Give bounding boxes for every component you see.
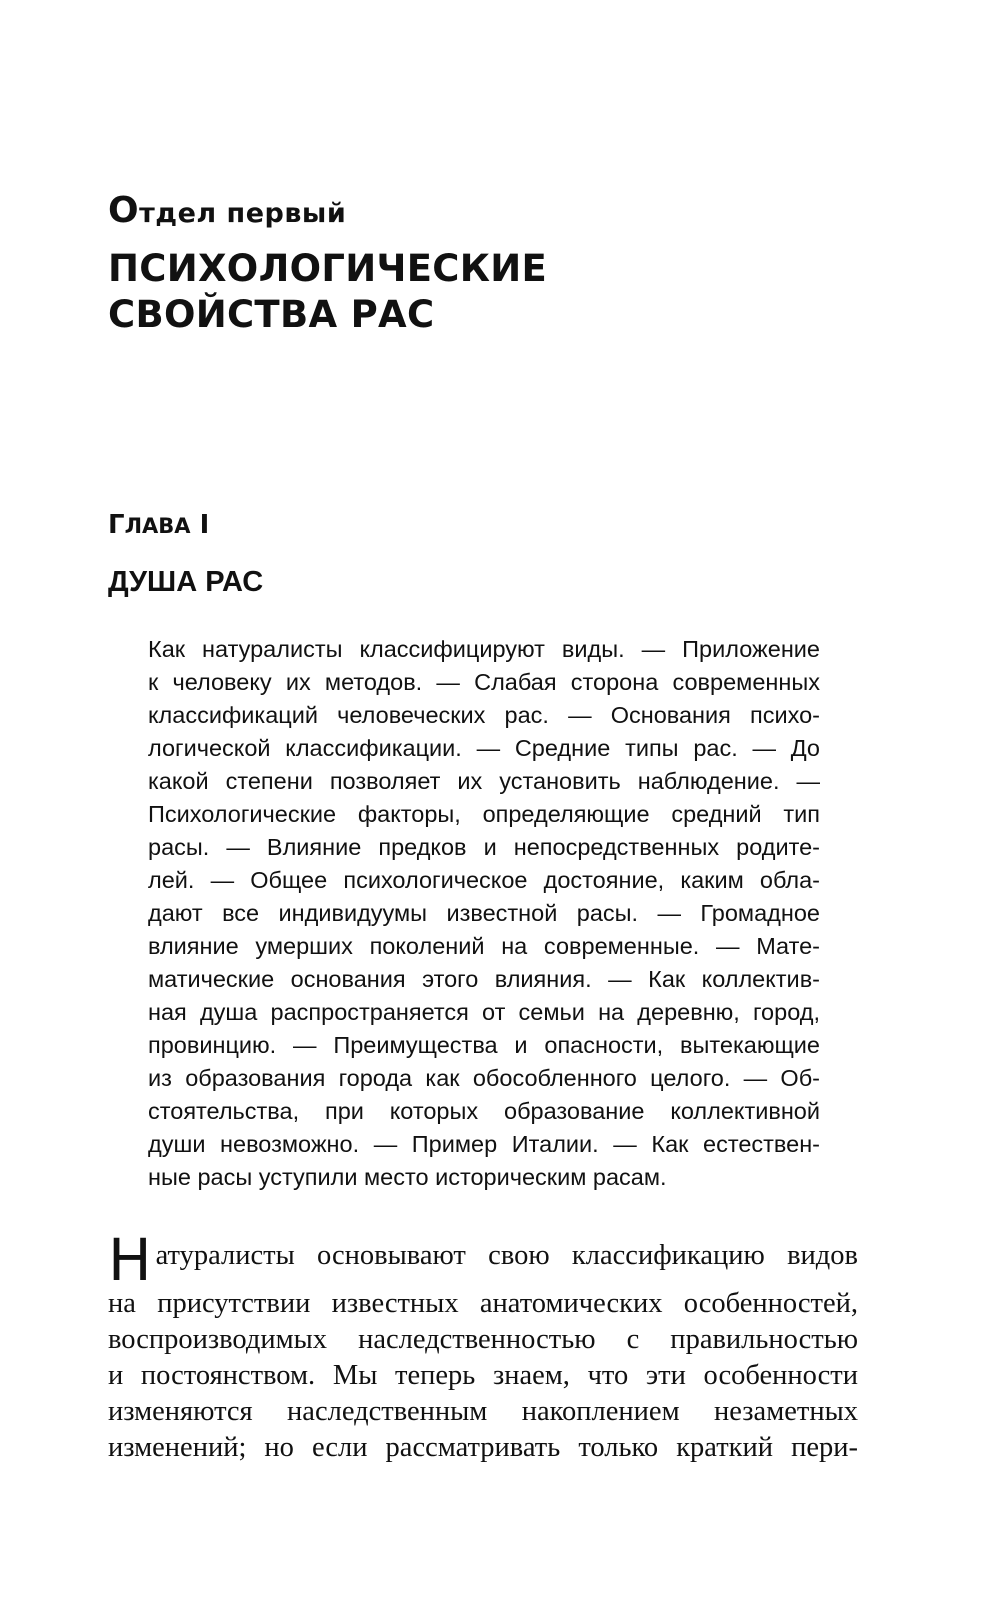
summary-line: из образования города как обособленного целого. — Об-	[148, 1065, 820, 1091]
summary-line: влияние умерших поколений на современные. — Мате-	[148, 933, 820, 959]
summary-line: Психологические факторы, определяющие средний тип	[148, 801, 820, 827]
part-title	[108, 246, 808, 338]
summary-line: ная душа распространяется от семьи на деревню, город,	[148, 999, 820, 1025]
summary-line: лей. — Общее психологическое достояние, каким обла-	[148, 867, 820, 893]
part-title-line-2: СВОЙСТВА РАС	[108, 293, 435, 336]
chapter-title: ДУША РАС	[108, 566, 264, 598]
body-line: изменяются наследственным накоплением незаметных	[108, 1396, 858, 1427]
summary-line: логической классификации. — Средние типы рас. — До	[148, 735, 820, 761]
chapter-summary	[148, 633, 820, 1194]
body-line: изменений; но если рассматривать только краткий пери-	[108, 1432, 858, 1463]
part-label-rest: тдел первый	[139, 198, 347, 229]
body-line: атуралисты основывают свою классификацию видов	[155, 1240, 858, 1271]
summary-line: дают все индивидуумы известной расы. — Громадное	[148, 900, 820, 926]
summary-line: к человеку их методов. — Слабая сторона современных	[148, 669, 820, 695]
part-label	[108, 190, 346, 231]
summary-line: души невозможно. — Пример Италии. — Как естествен-	[148, 1131, 820, 1157]
summary-line: матические основания этого влияния. — Как коллектив-	[148, 966, 820, 992]
summary-line: классификаций человеческих рас. — Основания психо-	[148, 702, 820, 728]
chapter-number: I	[199, 510, 210, 540]
body-line: на присутствии известных анатомических особенностей,	[108, 1288, 858, 1319]
part-title-line-1: ПСИХОЛОГИЧЕСКИЕ	[108, 247, 548, 290]
chapter-label-initial: Г	[108, 510, 125, 540]
summary-line: ные расы уступили место историческим расам.	[148, 1164, 667, 1190]
body-paragraph	[108, 1226, 858, 1466]
summary-line: провинцию. — Преимущества и опасности, вытекающие	[148, 1032, 820, 1058]
chapter-label-rest: ЛАВА	[124, 514, 191, 538]
summary-line: стоятельства, при которых образование коллективной	[148, 1098, 820, 1124]
drop-cap: Н	[108, 1226, 152, 1294]
summary-line: Как натуралисты классифицируют виды. — Приложение	[148, 636, 820, 662]
summary-line: какой степени позволяет их установить наблюдение. —	[148, 768, 820, 794]
chapter-label	[108, 510, 209, 540]
body-line: и постоянством. Мы теперь знаем, что эти особенности	[108, 1360, 858, 1391]
body-line: воспроизводимых наследственностью с правильностью	[108, 1324, 858, 1355]
summary-line: расы. — Влияние предков и непосредственных родите-	[148, 834, 820, 860]
part-label-initial: О	[108, 190, 140, 231]
